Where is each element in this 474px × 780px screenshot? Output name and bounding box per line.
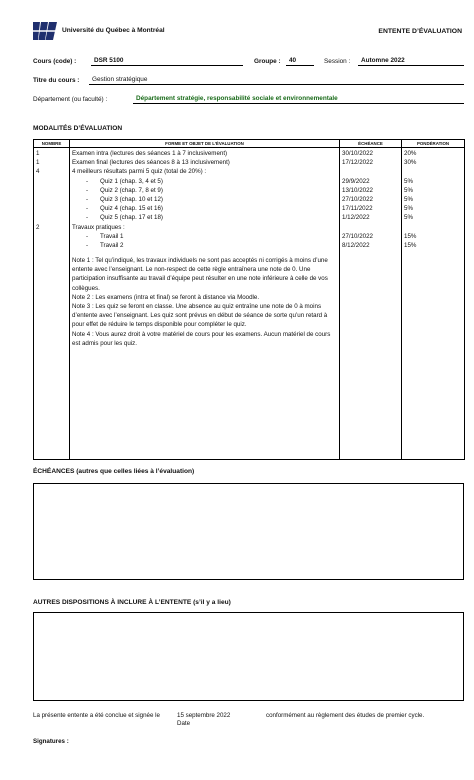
row-weight: 5% xyxy=(404,177,413,185)
evaluation-table xyxy=(33,139,465,460)
row-due: 30/10/2022 xyxy=(342,150,373,157)
row-number xyxy=(36,186,67,195)
group-label: Groupe : xyxy=(254,58,281,65)
note-4: Note 4 : Vous aurez droit à votre matériel de cours pour les examens. Aucun matériel de cours est admis pour les quiz. xyxy=(72,330,331,347)
row-form: Travail 1 xyxy=(100,232,124,240)
col-weight-header: PONDÉRATION xyxy=(402,140,465,148)
row-form: 4 meilleurs résultats parmi 5 quiz (total de 20%) : xyxy=(72,168,207,176)
row-number: 1 xyxy=(36,150,40,157)
form-cell xyxy=(70,148,340,460)
table-header-row xyxy=(34,140,465,148)
row-due: 17/11/2022 xyxy=(342,205,373,213)
bullet-dash: - xyxy=(86,241,89,249)
date-label: Date xyxy=(177,720,191,727)
row-number xyxy=(36,195,67,204)
quiz-item xyxy=(72,213,337,222)
quiz-item xyxy=(72,204,337,213)
row-form: Examen final (lectures des séances 8 à 13 inclusivement) xyxy=(72,159,230,167)
col-number-header: NOMBRE xyxy=(34,140,70,148)
number-cell xyxy=(34,148,70,460)
row-weight: 5% xyxy=(404,195,413,203)
row-due: 17/12/2022 xyxy=(342,159,373,167)
course-code-label: Cours (code) : xyxy=(33,58,77,65)
row-number xyxy=(36,241,67,250)
row-weight xyxy=(404,223,462,232)
session-label: Session : xyxy=(324,58,351,65)
row-weight: 30% xyxy=(404,159,417,167)
evaluation-section-title: MODALITÉS D’ÉVALUATION xyxy=(33,125,123,132)
row-due: 27/10/2022 xyxy=(342,195,373,203)
row-form: Travail 2 xyxy=(100,241,124,249)
deadlines-box[interactable] xyxy=(33,483,464,580)
university-name: Université du Québec à Montréal xyxy=(62,27,165,34)
row-weight: 5% xyxy=(404,186,413,194)
row-form: Quiz 1 (chap. 3, 4 et 5) xyxy=(100,177,163,185)
bullet-dash: - xyxy=(86,205,89,213)
agreement-text: La présente entente a été conclue et signée le xyxy=(33,712,160,719)
row-form: Quiz 2 (chap. 7, 8 et 9) xyxy=(100,186,163,194)
weight-cell xyxy=(402,148,465,460)
conformity-text: conformément au règlement des études de premier cycle. xyxy=(266,712,425,719)
bullet-dash: - xyxy=(86,195,89,203)
row-number: 2 xyxy=(36,223,40,231)
course-title-value: Gestion stratégique xyxy=(89,76,464,85)
row-due xyxy=(342,223,399,232)
bullet-dash: - xyxy=(86,232,89,240)
col-due-header: ÉCHÉANCE xyxy=(340,140,402,148)
note-3: Note 3 : Les quiz se feront en classe. Une absence au quiz entraîne une note de 0 à moins d’entente avec l’enseignant. Les quiz sont prévus en début de séance de sorte qu’un retard à pour effet de réduire le temps disponible pour compléter le quiz. xyxy=(72,303,328,329)
table-row xyxy=(34,148,465,460)
agreement-date: 15 septembre 2022 xyxy=(177,712,231,719)
row-number: 4 xyxy=(36,168,40,176)
row-number xyxy=(36,177,67,186)
group-value: 40 xyxy=(286,57,314,66)
quiz-item xyxy=(72,195,337,204)
row-weight: 5% xyxy=(404,214,413,222)
course-title-label: Titre du cours : xyxy=(33,77,80,84)
bullet-dash: - xyxy=(86,177,89,185)
row-weight: 15% xyxy=(404,241,417,249)
row-form: Quiz 5 (chap. 17 et 18) xyxy=(100,214,163,222)
notes-block xyxy=(72,256,337,348)
row-weight xyxy=(404,167,462,176)
quiz-item xyxy=(72,177,337,186)
department-value: Département stratégie, responsabilité sociale et environnementale xyxy=(133,95,464,104)
col-form-header: FORME ET OBJET DE L’ÉVALUATION xyxy=(70,140,340,148)
course-code-value: DSR 5100 xyxy=(91,57,243,66)
other-dispositions-box[interactable] xyxy=(33,612,464,701)
other-section-title: AUTRES DISPOSITIONS À INCLURE À L’ENTENTE (s’il y a lieu) xyxy=(33,599,231,606)
row-weight: 15% xyxy=(404,232,417,240)
row-weight: 20% xyxy=(404,150,417,157)
signatures-label: Signatures : xyxy=(33,738,69,745)
row-due: 8/12/2022 xyxy=(342,241,370,249)
row-number xyxy=(36,213,67,222)
row-form: Quiz 4 (chap. 15 et 16) xyxy=(100,205,163,213)
due-cell xyxy=(340,148,402,460)
row-due: 27/10/2022 xyxy=(342,232,373,240)
assignment-item xyxy=(72,232,337,241)
note-2: Note 2 : Les examens (intra et final) se feront à distance via Moodle. xyxy=(72,293,260,301)
row-weight: 5% xyxy=(404,205,413,213)
document-title: ENTENTE D’ÉVALUATION xyxy=(378,28,462,35)
row-form: Examen intra (lectures des séances 1 à 7 inclusivement) xyxy=(72,150,228,157)
row-due: 29/9/2022 xyxy=(342,177,370,185)
note-1: Note 1 : Tel qu’indiqué, les travaux individuels ne sont pas acceptés ni corrigés à moins d’une entente avec l’enseignant. Le non-respect de cette règle entraînera une note de 0. Une participation insuffisante au travail d’équipe peut résulter en une note inférieure à celle de vos collègues. xyxy=(72,257,328,292)
row-due: 1/12/2022 xyxy=(342,214,370,222)
row-form: Quiz 3 (chap. 10 et 12) xyxy=(100,195,163,203)
row-number: 1 xyxy=(36,159,40,167)
deadlines-section-title: ÉCHÉANCES (autres que celles liées à l’évaluation) xyxy=(33,468,195,475)
bullet-dash: - xyxy=(86,214,89,222)
row-form: Travaux pratiques : xyxy=(72,223,125,231)
row-number xyxy=(36,204,67,213)
row-due xyxy=(342,167,399,176)
row-due: 13/10/2022 xyxy=(342,186,373,194)
assignment-item xyxy=(72,241,337,250)
department-label: Département (ou faculté) : xyxy=(33,96,108,103)
row-number xyxy=(36,232,67,241)
bullet-dash: - xyxy=(86,186,89,194)
uqam-logo xyxy=(33,22,57,40)
quiz-item xyxy=(72,186,337,195)
session-value: Automne 2022 xyxy=(358,57,464,66)
